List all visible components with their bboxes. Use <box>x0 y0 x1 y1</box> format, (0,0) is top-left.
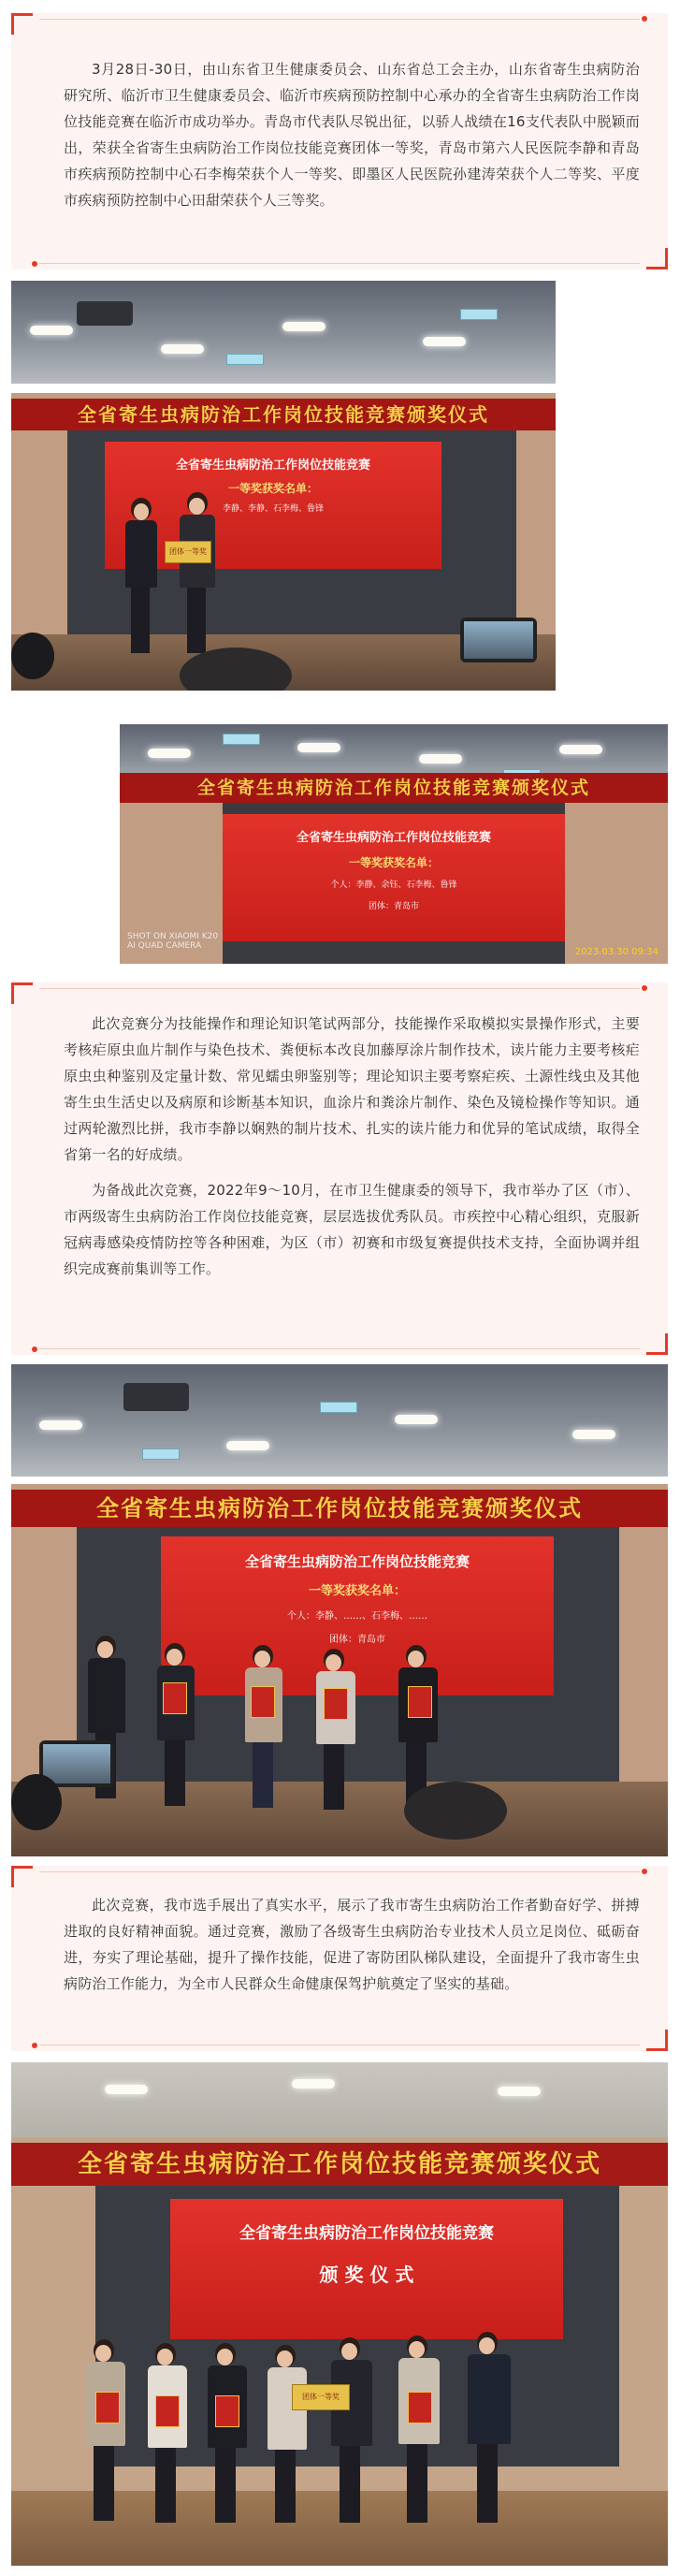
award-photo-1 <box>11 281 556 691</box>
content-card <box>11 982 668 1355</box>
award-photo-2 <box>120 724 668 964</box>
awardee <box>312 1649 357 1813</box>
projection-screen <box>161 1536 554 1696</box>
corner-decoration <box>11 982 33 1004</box>
awardee <box>144 2343 189 2526</box>
screen-title: 全省寄生虫病防治工作岗位技能竞赛 <box>244 1553 470 1570</box>
audience-head <box>11 633 54 679</box>
divider <box>39 1348 640 1349</box>
dot-decoration <box>32 2043 37 2048</box>
award-certificate: 团体一等奖 <box>165 541 211 563</box>
awardee <box>153 1643 196 1812</box>
ceremony-banner: 全省寄生虫病防治工作岗位技能竞赛颁奖仪式 <box>11 2143 668 2186</box>
dot-decoration <box>642 985 647 991</box>
screen-title: 全省寄生虫病防治工作岗位技能竞赛 <box>175 458 370 473</box>
summary-card <box>11 1866 668 2051</box>
presenter <box>464 2332 513 2526</box>
screen-team: 团体：青岛市 <box>368 902 419 911</box>
summary-paragraph: 此次竞赛，我市选手展出了真实水平，展示了我市寄生虫病防治工作者勤奋好学、拼搏进取的良好精神面貌。通过竞赛，激励了各级寄生虫病防治专业技术人员立足岗位、砥砺奋进，夯实了理论基础，提升了操作技能，促进了寄防团队梯队建设，全面提升了我市寄生虫病防治工作能力，为全市人民群众生命健康保驾护航奠定了坚实的基础。 <box>64 1897 640 1992</box>
corner-decoration <box>11 13 33 35</box>
projector-icon <box>123 1383 189 1411</box>
awardee <box>82 2339 127 2526</box>
dot-decoration <box>32 261 37 267</box>
camera-watermark: SHOT ON XIAOMI K20 AI QUAD CAMERA <box>127 932 219 951</box>
award-certificate <box>95 2392 120 2423</box>
awardee <box>327 2337 374 2526</box>
corner-decoration <box>11 1866 33 1887</box>
intro-paragraph: 3月28日-30日，由山东省卫生健康委员会、山东省总工会主办，山东省寄生虫病防治研究所、临沂市卫生健康委员会、临沂市疾病预防控制中心承办的全省寄生虫病防治工作岗位技能竞赛在临沂市成功举办。青岛市代表队尽锐出征，以骄人战绩在16支代表队中脱颖而出，荣获全省寄生虫病防治工作岗位技能竞赛团体一等奖，青岛市第六人民医院李静和青岛市疾病预防控制中心石李梅荣获个人一等奖、即墨区人民医院孙建涛荣获个人二等奖、平度市疾病预防控制中心田甜荣获个人三等奖。 <box>64 61 640 209</box>
ceremony-banner: 全省寄生虫病防治工作岗位技能竞赛颁奖仪式 <box>11 399 556 430</box>
award-photo-3 <box>11 1364 668 1856</box>
awardee <box>204 2343 249 2526</box>
divider <box>39 19 640 20</box>
screen-names: 个人：李静、……、石李梅、…… <box>287 1611 427 1622</box>
audience-head <box>404 1782 507 1840</box>
projection-screen <box>170 2199 563 2339</box>
award-certificate <box>215 2395 239 2427</box>
awardee <box>176 492 217 657</box>
awardee <box>395 2336 441 2526</box>
audience-head <box>11 1774 62 1830</box>
date-stamp: 2023.03.30 09:34 <box>574 947 658 957</box>
screen-subtitle: 一等奖获奖名单： <box>308 1584 406 1598</box>
corner-decoration <box>646 1333 668 1355</box>
screen-title: 全省寄生虫病防治工作岗位技能竞赛 <box>239 2224 494 2243</box>
award-photo-4 <box>11 2062 668 2566</box>
awardee <box>241 1645 284 1813</box>
ceremony-banner: 全省寄生虫病防治工作岗位技能竞赛颁奖仪式 <box>120 773 668 803</box>
screen-subtitle: 一等奖获奖名单： <box>348 856 439 869</box>
awardee <box>122 498 159 657</box>
preparation-paragraph: 为备战此次竞赛，2022年9～10月，在市卫生健康委的领导下，我市举办了区（市）、市两级寄生虫病防治工作岗位技能竞赛，层层选拔优秀队员。市疾控中心精心组织，克服新冠病毒感染疫情防控等各种困难，为区（市）初赛和市级复赛提供技术支持，全面协调并组织完成赛前集训等工作。 <box>64 1182 640 1277</box>
award-certificate <box>163 1682 187 1714</box>
intro-card <box>11 13 668 269</box>
screen-team: 团体：青岛市 <box>329 1635 385 1645</box>
corner-decoration <box>646 248 668 269</box>
screen-names: 李静、李静、石李梅、鲁锋 <box>222 504 324 514</box>
dot-decoration <box>32 1346 37 1352</box>
awardee <box>264 2345 309 2526</box>
award-certificate <box>408 1686 432 1718</box>
competition-paragraph: 此次竞赛分为技能操作和理论知识笔试两部分，技能操作采取模拟实景操作形式，主要考核疟原虫血片制作与染色技术、粪便标本改良加藤厚涂片制作技术，读片能力主要考核疟原虫虫种鉴别及定量计数、常见蠕虫卵鉴别等；理论知识主要考察疟疾、土源性线虫及其他寄生虫生活史以及病原和诊断基本知识，血涂片和粪涂片制作、染色及镜检操作等知识。通过两轮激烈比拼，我市李静以娴熟的制片技术、扎实的读片能力和优异的笔试成绩，取得全省第一名的好成绩。 <box>64 1015 640 1163</box>
dot-decoration <box>642 16 647 22</box>
award-certificate: 团体一等奖 <box>292 2384 350 2410</box>
divider <box>39 988 640 989</box>
divider <box>39 1871 640 1872</box>
divider <box>39 263 640 264</box>
award-certificate <box>408 2392 432 2423</box>
award-certificate <box>251 1686 275 1718</box>
screen-subtitle: 颁 奖 仪 式 <box>319 2263 414 2286</box>
screen-names: 个人：李静、余钰、石李梅、鲁锋 <box>330 880 457 890</box>
corner-decoration <box>646 2030 668 2051</box>
dot-decoration <box>642 1869 647 1874</box>
award-certificate <box>155 2395 180 2427</box>
screen-title: 全省寄生虫病防治工作岗位技能竞赛 <box>296 831 491 845</box>
projection-screen <box>223 814 565 941</box>
phone-photo-icon <box>460 618 537 662</box>
projector-icon <box>77 301 133 326</box>
screen-subtitle: 一等奖获奖名单： <box>227 482 318 495</box>
ceremony-banner: 全省寄生虫病防治工作岗位技能竞赛颁奖仪式 <box>11 1490 668 1527</box>
award-certificate <box>324 1688 348 1720</box>
